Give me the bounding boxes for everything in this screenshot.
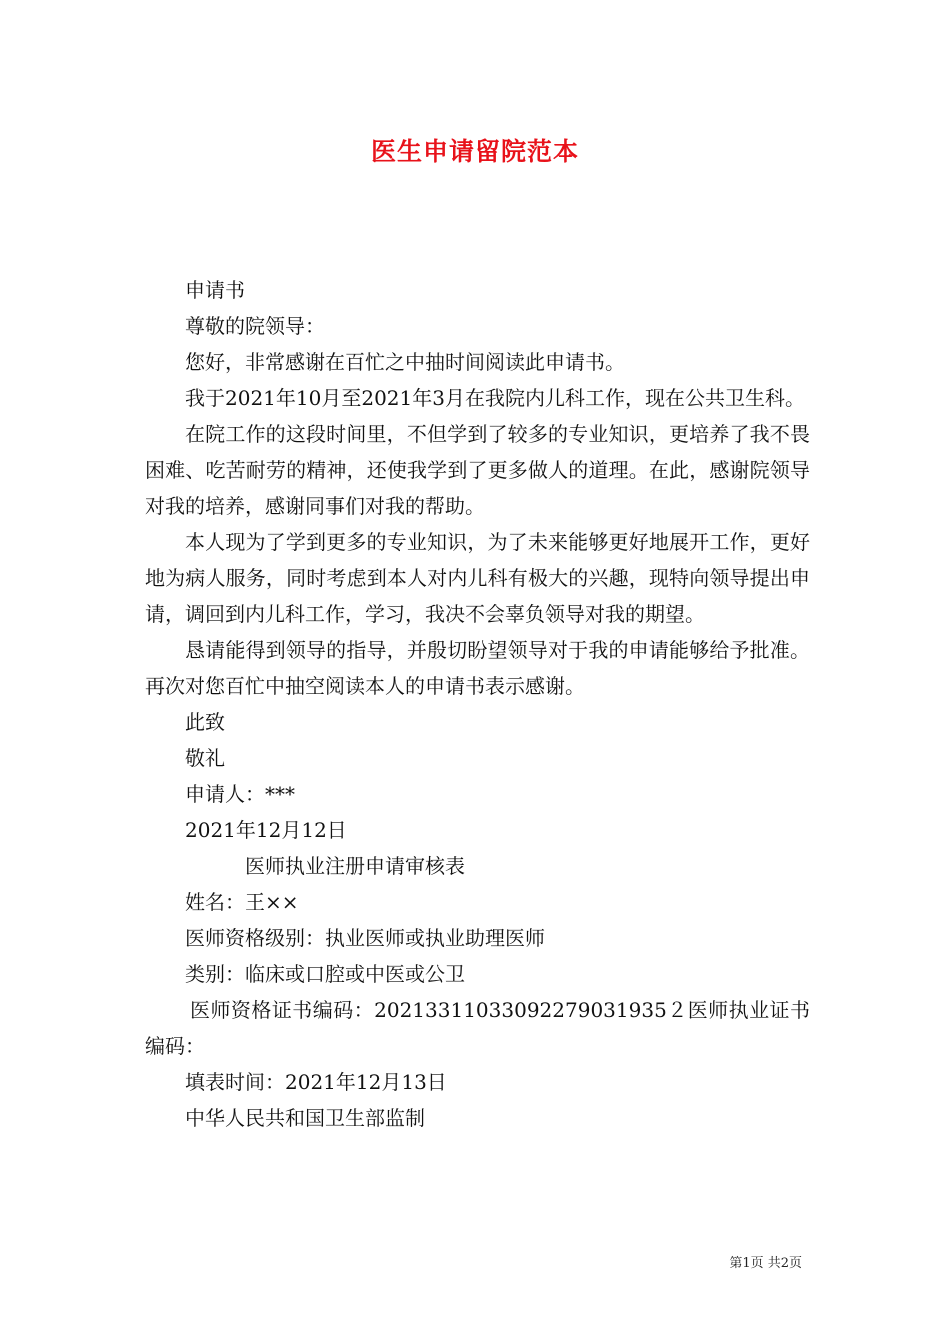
paragraph-jingli: 敬礼 [185,746,225,770]
paragraph-cizhi: 此致 [185,710,225,734]
paragraph-heading: 申请书 [185,278,245,302]
paragraph-salutation: 尊敬的院领导： [185,314,325,338]
paragraph-closing-request: 恳请能得到领导的指导，并殷切盼望领导对于我的申请能够给予批准。再次对您百忙中抽空阅读本人的申请书表示感谢。 [145,638,810,698]
paragraph-date: 2021年12月12日 [185,818,347,842]
paragraph-category: 类别：临床或口腔或中医或公卫 [185,962,465,986]
document-title: 医生申请留院范本 [370,137,579,166]
paragraph-request: 本人现为了学到更多的专业知识，为了未来能够更好地展开工作，更好地为病人服务，同时考虑到本人对内儿科有极大的兴趣，现特向领导提出申请，调回到内儿科工作，学习，我决不会辜负领导对我的期望。 [145,530,810,626]
paragraph-work-history: 我于2021年10月至2021年3月在我院内儿科工作，现在公共卫生科。 [185,386,805,410]
paragraph-supervision: 中华人民共和国卫生部监制 [185,1106,425,1130]
paragraph-name: 姓名：王×× [185,890,299,914]
paragraph-gratitude: 在院工作的这段时间里，不但学到了较多的专业知识，更培养了我不畏困难、吃苦耐劳的精神，还使我学到了更多做人的道理。在此，感谢院领导对我的培养，感谢同事们对我的帮助。 [145,422,810,518]
paragraph-applicant: 申请人：*** [185,782,295,806]
paragraph-fill-date: 填表时间：2021年12月13日 [185,1070,447,1094]
paragraph-form-title: 医师执业注册申请审核表 [245,854,465,878]
paragraph-qualification-level: 医师资格级别：执业医师或执业助理医师 [185,926,545,950]
paragraph-certificate-codes: 医师资格证书编码：20213311033092279031935２医师执业证书编码： [145,998,810,1058]
document-body [145,272,810,1136]
page-number: 第1页 共2页 [729,1256,802,1271]
paragraph-greeting: 您好，非常感谢在百忙之中抽时间阅读此申请书。 [185,350,625,374]
